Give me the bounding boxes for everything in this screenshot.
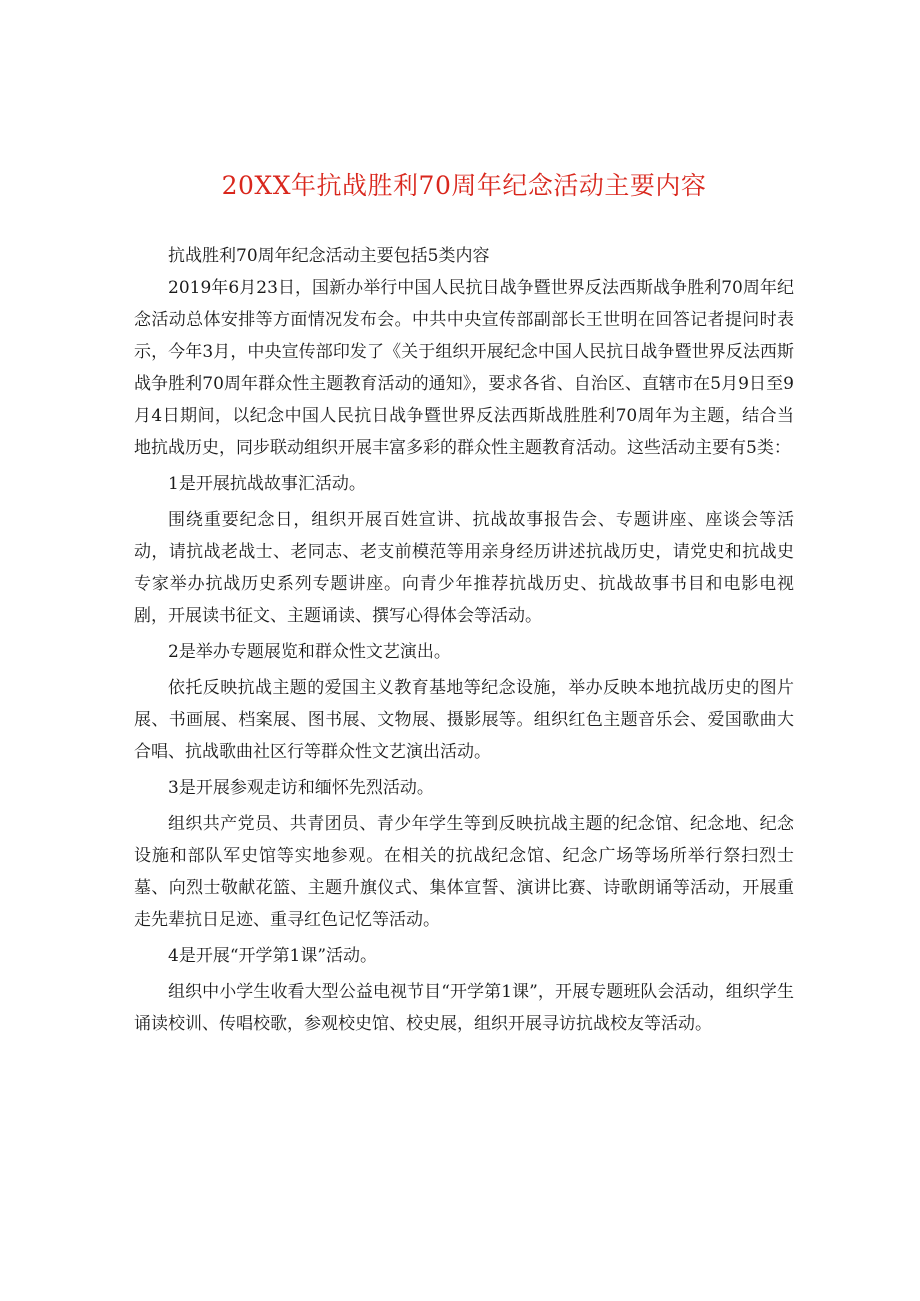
document-title: 20XX年抗战胜利70周年纪念活动主要内容 — [221, 171, 707, 200]
item-3-paragraph: 组织共产党员、共青团员、青少年学生等到反映抗战主题的纪念馆、纪念地、纪念设施和部队军史馆等实地参观。在相关的抗战纪念馆、纪念广场等场所举行祭扫烈士墓、向烈士敬献花篮、主题升旗仪式、集体宣誓、演讲比赛、诗歌朗诵等活动，开展重走先辈抗日足迹、重寻红色记忆等活动。 — [134, 814, 794, 930]
item-2-paragraph: 依托反映抗战主题的爱国主义教育基地等纪念设施，举办反映本地抗战历史的图片展、书画展、档案展、图书展、文物展、摄影展等。组织红色主题音乐会、爱国歌曲大合唱、抗战歌曲社区行等群众性文艺演出活动。 — [134, 678, 794, 762]
document-body — [134, 240, 794, 1040]
item-4-heading: 4是开展“开学第1课”活动。 — [168, 946, 378, 966]
item-1-paragraph: 围绕重要纪念日，组织开展百姓宣讲、抗战故事报告会、专题讲座、座谈会等活动，请抗战老战士、老同志、老支前模范等用亲身经历讲述抗战历史，请党史和抗战史专家举办抗战历史系列专题讲座。向青少年推荐抗战历史、抗战故事书目和电影电视剧，开展读书征文、主题诵读、撰写心得体会等活动。 — [134, 510, 794, 626]
item-3-heading: 3是开展参观走访和缅怀先烈活动。 — [168, 778, 434, 798]
background-paragraph: 2019年6月23日，国新办举行中国人民抗日战争暨世界反法西斯战争胜利70周年纪念活动总体安排等方面情况发布会。中共中央宣传部副部长王世明在回答记者提问时表示，今年3月，中央宣传部印发了《关于组织开展纪念中国人民抗日战争暨世界反法西斯战争胜利70周年群众性主题教育活动的通知》，要求各省、自治区、直辖市在5月9日至9月4日期间，以纪念中国人民抗日战争暨世界反法西斯战胜胜利70周年为主题，结合当地抗战历史，同步联动组织开展丰富多彩的群众性主题教育活动。这些活动主要有5类： — [134, 278, 794, 458]
item-4-paragraph: 组织中小学生收看大型公益电视节目“开学第1课”，开展专题班队会活动，组织学生诵读校训、传唱校歌，参观校史馆、校史展，组织开展寻访抗战校友等活动。 — [134, 982, 794, 1034]
item-2-heading: 2是举办专题展览和群众性文艺演出。 — [168, 642, 451, 662]
item-1-heading: 1是开展抗战故事汇活动。 — [168, 474, 366, 494]
intro-line: 抗战胜利70周年纪念活动主要包括5类内容 — [168, 246, 490, 266]
